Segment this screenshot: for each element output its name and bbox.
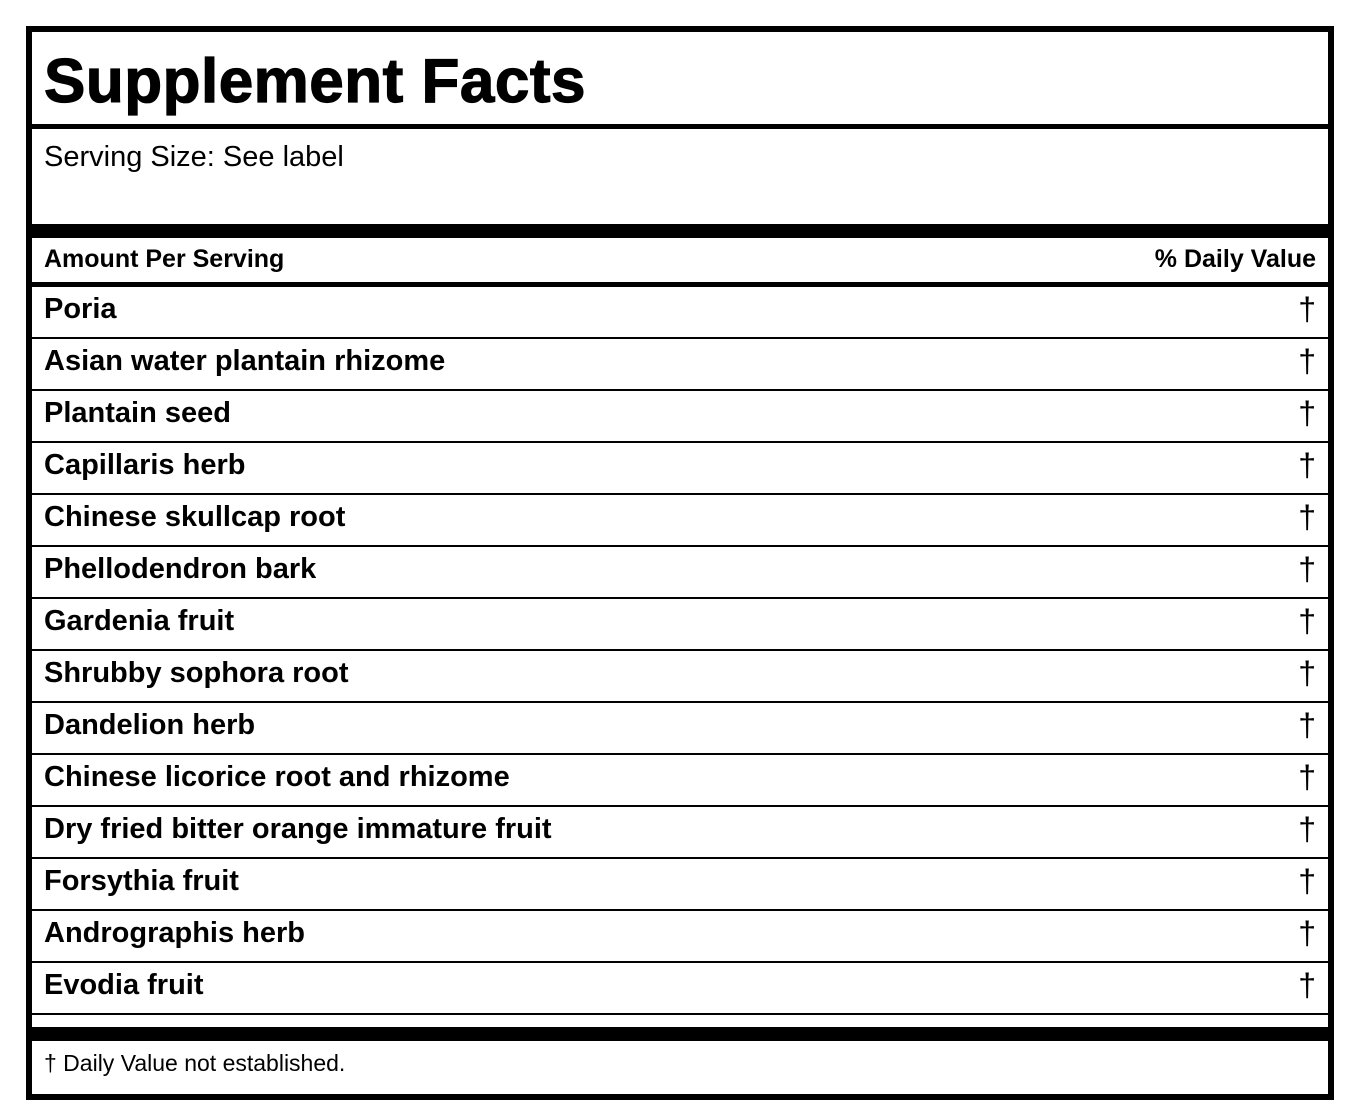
table-row xyxy=(32,391,1328,443)
ingredient-name: Dry fried bitter orange immature fruit xyxy=(44,813,552,845)
daily-value-mark: † xyxy=(1298,291,1316,327)
daily-value-mark: † xyxy=(1298,863,1316,899)
ingredient-name: Evodia fruit xyxy=(44,969,204,1001)
table-row xyxy=(32,859,1328,911)
daily-value-mark: † xyxy=(1298,395,1316,431)
ingredient-name: Capillaris herb xyxy=(44,449,246,481)
ingredient-name: Andrographis herb xyxy=(44,917,306,949)
table-row xyxy=(32,599,1328,651)
serving-section xyxy=(32,129,1328,238)
table-header xyxy=(32,238,1328,287)
table-row xyxy=(32,495,1328,547)
ingredient-name: Chinese licorice root and rhizome xyxy=(44,761,510,793)
page-title: Supplement Facts xyxy=(44,47,586,116)
table-row xyxy=(32,755,1328,807)
daily-value-mark: † xyxy=(1298,967,1316,1003)
serving-size: Serving Size: See label xyxy=(44,141,344,173)
daily-value-mark: † xyxy=(1298,759,1316,795)
ingredient-name: Phellodendron bark xyxy=(44,553,317,585)
daily-value-mark: † xyxy=(1298,551,1316,587)
daily-value-mark: † xyxy=(1298,707,1316,743)
amount-per-serving-header: Amount Per Serving xyxy=(44,245,285,273)
table-row xyxy=(32,911,1328,963)
table-row xyxy=(32,547,1328,599)
table-row xyxy=(32,443,1328,495)
daily-value-mark: † xyxy=(1298,915,1316,951)
ingredient-name: Gardenia fruit xyxy=(44,605,235,637)
table-row xyxy=(32,651,1328,703)
daily-value-mark: † xyxy=(1298,447,1316,483)
table-row xyxy=(32,287,1328,339)
table-row xyxy=(32,807,1328,859)
ingredient-name: Shrubby sophora root xyxy=(44,657,349,689)
ingredient-name: Chinese skullcap root xyxy=(44,501,346,533)
ingredient-name: Poria xyxy=(44,293,117,325)
footnote-section xyxy=(32,1041,1328,1088)
daily-value-mark: † xyxy=(1298,499,1316,535)
daily-value-header: % Daily Value xyxy=(1154,245,1316,273)
daily-value-mark: † xyxy=(1298,343,1316,379)
title-section xyxy=(32,32,1328,129)
daily-value-mark: † xyxy=(1298,811,1316,847)
ingredient-name: Asian water plantain rhizome xyxy=(44,345,446,377)
table-row xyxy=(32,703,1328,755)
supplement-facts-panel xyxy=(26,26,1334,1100)
ingredient-list xyxy=(32,287,1328,1015)
ingredient-name: Plantain seed xyxy=(44,397,231,429)
ingredient-name: Forsythia fruit xyxy=(44,865,239,897)
footnote: † Daily Value not established. xyxy=(44,1050,346,1076)
table-row xyxy=(32,339,1328,391)
daily-value-mark: † xyxy=(1298,655,1316,691)
thick-divider xyxy=(32,1015,1328,1041)
table-row xyxy=(32,963,1328,1015)
ingredient-name: Dandelion herb xyxy=(44,709,256,741)
daily-value-mark: † xyxy=(1298,603,1316,639)
